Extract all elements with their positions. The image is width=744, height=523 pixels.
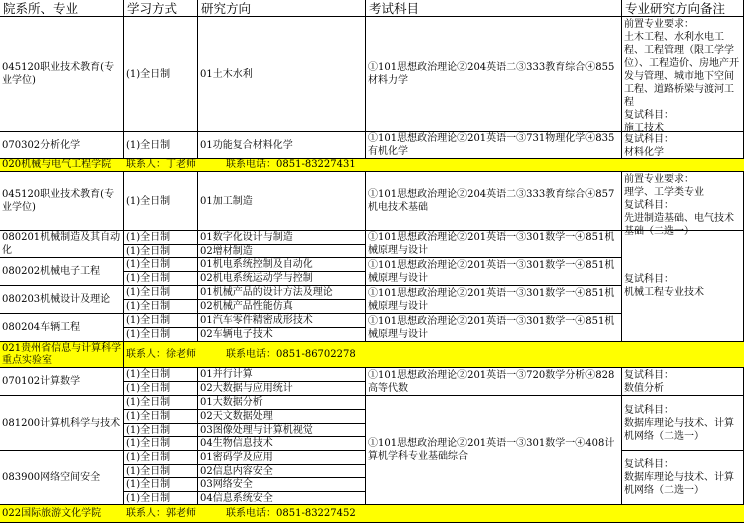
major-cell-text: 080201机械制造及其自动化	[2, 232, 121, 256]
notes-cell	[622, 172, 744, 237]
research-direction-cell-line: 01数字化设计与制造	[198, 231, 365, 245]
research-direction-cell-line: 01并行计算	[198, 368, 365, 382]
research-direction-cell-line: 02车辆电子技术	[200, 329, 273, 340]
study-mode-cell	[124, 231, 198, 258]
research-direction-cell	[198, 258, 366, 286]
exam-subjects-cell	[366, 286, 622, 314]
research-direction-cell	[198, 314, 366, 342]
study-mode-cell-line: (1)全日制	[126, 140, 171, 151]
exam-subjects-cell	[366, 132, 622, 159]
col-header-direction	[198, 0, 366, 17]
research-direction-cell-line: 03图像处理与计算机视觉	[198, 424, 365, 438]
exam-subjects-cell-text: ①101思想政治理论②201英语一③301数学一④408计算机学科专业基础综合	[368, 438, 615, 462]
study-mode-cell-line: (1)全日制	[124, 231, 197, 245]
col-header-exam	[366, 0, 622, 17]
department-bar	[0, 505, 744, 523]
study-mode-cell	[124, 132, 198, 159]
research-direction-cell	[198, 368, 366, 396]
research-direction-cell-line: 01汽车零件精密成形技术	[198, 314, 365, 328]
research-direction-cell-line: 02机械产品性能仿真	[200, 301, 293, 312]
study-mode-cell-line: (1)全日制	[126, 69, 171, 80]
notes-cell-text: 复试科目： 数据库理论与技术、计算机网络（二选一）	[624, 459, 734, 496]
exam-subjects-cell-text: ①101思想政治理论②204英语二③333教育综合④855材料力学	[368, 62, 615, 86]
col-header-notes-text: 专业研究方向备注	[625, 1, 726, 16]
study-mode-cell-line: (1)全日制	[124, 410, 197, 424]
research-direction-cell-line: 04信息系统安全	[200, 492, 273, 504]
major-cell-text: 083900网络空间安全	[2, 472, 101, 483]
exam-subjects-cell	[366, 396, 622, 505]
study-mode-cell	[124, 451, 198, 505]
exam-subjects-cell-text: ①101思想政治理论②201英语一③720数学分析④828高等代数	[368, 369, 615, 394]
major-cell-text: 070302分析化学	[2, 139, 81, 151]
research-direction-cell-line: 01土木水利	[200, 69, 253, 80]
notes-cell	[622, 396, 744, 451]
research-direction-cell-line: 03网络安全	[198, 478, 365, 492]
study-mode-cell-line: (1)全日制	[124, 465, 197, 479]
exam-subjects-cell	[366, 17, 622, 132]
exam-subjects-cell	[366, 231, 622, 258]
col-header-mode	[124, 0, 198, 17]
department-name: 022国际旅游文化学院	[2, 507, 102, 519]
notes-cell-text: 复试科目： 数据库理论与技术、计算机网络（二选一）	[624, 404, 734, 442]
contact-phone: 联系电话：0851-86702278	[226, 348, 356, 360]
notes-cell-text: 前置专业要求： 土木工程、水利水电工程、工程管理（限工学学位）、工程造价、房地产开发与管理、城市地下空间工程、道路桥梁与渡河工程 复试科目： 施工技术	[624, 19, 739, 134]
study-mode-cell-line: (1)全日制	[124, 478, 197, 492]
major-cell	[0, 286, 124, 314]
contact-person: 联系人：郭老师	[126, 507, 196, 519]
notes-cell	[622, 368, 744, 396]
exam-subjects-cell-text: ①101思想政治理论②204英语二③333教育综合④857机电技术基础	[368, 189, 615, 213]
research-direction-cell-line: 02增材制造	[200, 245, 253, 257]
contact-person: 联系人：徐老师	[126, 348, 196, 360]
major-cell	[0, 396, 124, 451]
notes-cell	[622, 132, 744, 159]
notes-cell-text: 前置专业要求： 理学、工学类专业 复试科目： 先进制造基础、电气技术基础（二选一）	[624, 174, 734, 237]
study-mode-cell	[124, 396, 198, 451]
study-mode-cell-line: (1)全日制	[126, 438, 171, 450]
major-cell	[0, 172, 124, 231]
research-direction-cell	[198, 286, 366, 314]
research-direction-cell-line: 01密码学及应用	[198, 451, 365, 465]
research-direction-cell-line: 01大数据分析	[198, 396, 365, 410]
major-cell-text: 045120职业技术教育(专业学位)	[2, 189, 115, 213]
exam-subjects-cell-text: ①101思想政治理论②201英语一③301数学一④851机械原理与设计	[368, 315, 615, 340]
notes-cell	[622, 231, 744, 342]
study-mode-cell-line: (1)全日制	[124, 314, 197, 328]
notes-cell-text: 复试科目： 材料化学	[624, 134, 674, 158]
department-bar	[0, 159, 744, 172]
research-direction-cell-line: 01机电系统控制及自动化	[198, 258, 365, 272]
major-cell-text: 045120职业技术教育(专业学位)	[2, 62, 115, 86]
notes-cell-text: 复试科目： 机械工程专业技术	[624, 274, 704, 298]
col-header-exam-text: 考试科目	[369, 1, 420, 16]
contact-phone: 联系电话：0851-83227431	[226, 159, 356, 170]
research-direction-cell	[198, 172, 366, 231]
exam-subjects-cell	[366, 172, 622, 231]
col-header-direction-text: 研究方向	[201, 1, 252, 16]
department-bar	[0, 342, 744, 368]
research-direction-cell	[198, 451, 366, 505]
research-direction-cell-line: 02信息内容安全	[198, 465, 365, 479]
major-cell-text: 080203机械设计及理论	[2, 294, 111, 305]
contact-phone: 联系电话：0851-83227452	[226, 507, 356, 519]
major-cell-text: 070102计算数学	[2, 376, 81, 387]
research-direction-cell-line: 02机电系统运动学与控制	[200, 273, 313, 284]
research-direction-cell-line: 02大数据与应用统计	[200, 383, 293, 394]
major-cell	[0, 451, 124, 505]
study-mode-cell-line: (1)全日制	[126, 383, 171, 394]
major-cell	[0, 314, 124, 342]
research-direction-cell	[198, 396, 366, 451]
study-mode-cell-line: (1)全日制	[126, 301, 171, 312]
major-cell	[0, 132, 124, 159]
notes-cell-text: 复试科目： 数值分析	[624, 370, 674, 394]
notes-cell	[622, 17, 744, 132]
study-mode-cell-line: (1)全日制	[126, 245, 171, 257]
major-cell	[0, 368, 124, 396]
major-cell	[0, 17, 124, 132]
study-mode-cell-line: (1)全日制	[124, 424, 197, 438]
department-name: 020机械与电气工程学院	[2, 159, 112, 170]
major-cell-text: 080202机械电子工程	[2, 266, 101, 277]
study-mode-cell-line: (1)全日制	[124, 396, 197, 410]
major-cell-text: 080204车辆工程	[2, 322, 81, 333]
study-mode-cell	[124, 314, 198, 342]
research-direction-cell-line: 01机械产品的设计方法及理论	[198, 286, 365, 300]
research-direction-cell-line: 04生物信息技术	[200, 438, 273, 450]
exam-subjects-cell-text: ①101思想政治理论②201英语一③301数学一④851机械原理与设计	[368, 259, 615, 284]
col-header-dept-text: 院系所、专业	[3, 1, 79, 16]
study-mode-cell-line: (1)全日制	[126, 273, 171, 284]
study-mode-cell-line: (1)全日制	[126, 492, 171, 504]
exam-subjects-cell-text: ①101思想政治理论②201英语一③301数学一④851机械原理与设计	[368, 287, 615, 312]
major-cell	[0, 258, 124, 286]
contact-person: 联系人：丁老师	[126, 159, 196, 170]
study-mode-cell-line: (1)全日制	[126, 196, 171, 207]
study-mode-cell	[124, 258, 198, 286]
exam-subjects-cell	[366, 258, 622, 286]
study-mode-cell	[124, 172, 198, 231]
bar-divider	[123, 342, 124, 367]
department-name: 021贵州省信息与计算科学重点实验室	[2, 342, 122, 366]
exam-subjects-cell-text: ①101思想政治理论②201英语一③731物理化学④835有机化学	[368, 133, 615, 157]
col-header-dept	[0, 0, 124, 17]
study-mode-cell-line: (1)全日制	[124, 258, 197, 272]
exam-subjects-cell	[366, 314, 622, 342]
research-direction-cell	[198, 132, 366, 159]
study-mode-cell	[124, 17, 198, 132]
major-cell	[0, 231, 124, 258]
study-mode-cell-line: (1)全日制	[124, 368, 197, 382]
study-mode-cell-line: (1)全日制	[124, 286, 197, 300]
research-direction-cell-line: 01功能复合材料化学	[200, 140, 293, 151]
study-mode-cell-line: (1)全日制	[124, 451, 197, 465]
notes-cell	[622, 451, 744, 505]
col-header-notes	[622, 0, 744, 17]
exam-subjects-cell	[366, 368, 622, 396]
research-direction-cell	[198, 17, 366, 132]
major-cell-text: 081200计算机科学与技术	[2, 417, 121, 429]
research-direction-cell-line: 02天文数据处理	[198, 410, 365, 424]
exam-subjects-cell-text: ①101思想政治理论②201英语一③301数学一④851机械原理与设计	[368, 232, 615, 256]
study-mode-cell-line: (1)全日制	[126, 329, 171, 340]
study-mode-cell	[124, 368, 198, 396]
research-direction-cell	[198, 231, 366, 258]
research-direction-cell-line: 01加工制造	[200, 196, 253, 207]
study-mode-cell	[124, 286, 198, 314]
col-header-mode-text: 学习方式	[127, 1, 178, 16]
